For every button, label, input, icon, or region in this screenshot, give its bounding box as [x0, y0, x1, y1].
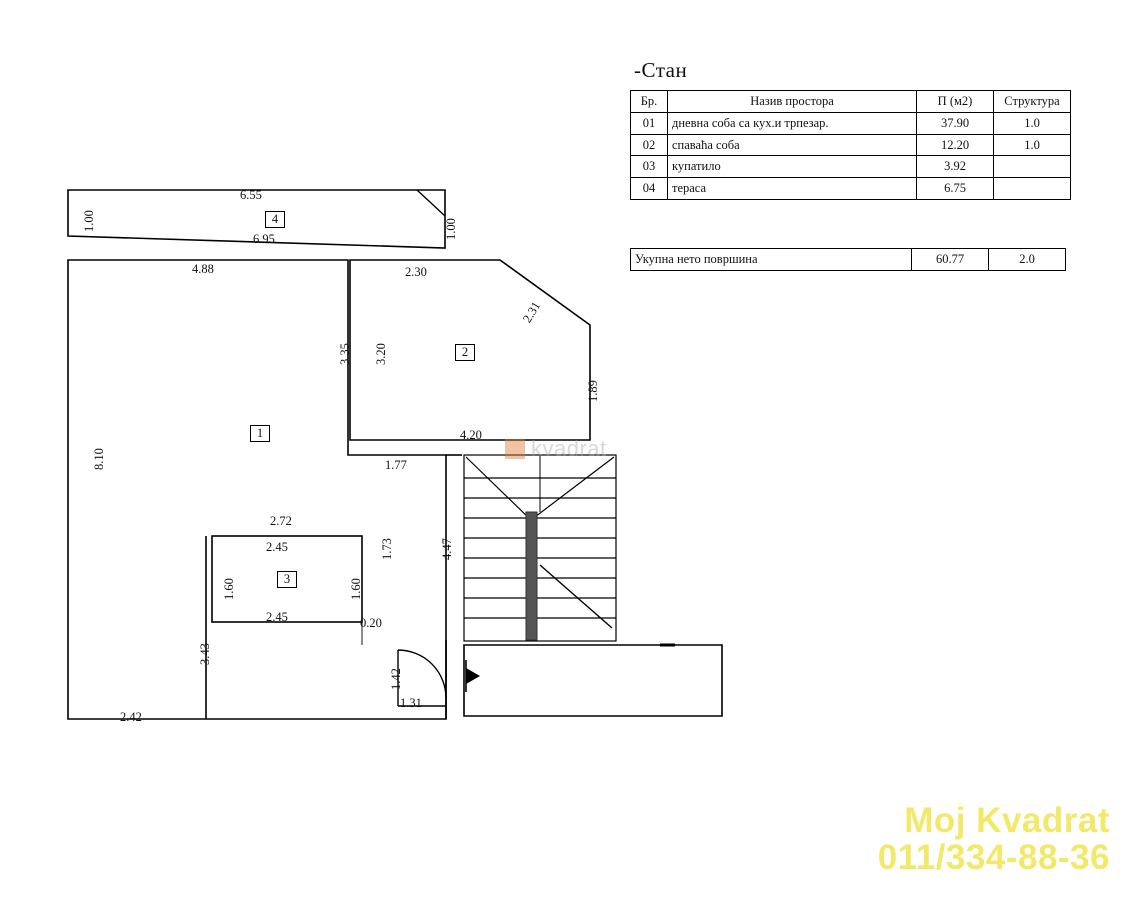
dim-3-43: 3.43 — [198, 643, 212, 665]
watermark-text: kvadrat — [531, 436, 607, 461]
table-title: -Стан — [634, 58, 688, 82]
cell-number: 02 — [631, 134, 668, 156]
brand-phone: 011/334-88-36 — [877, 837, 1110, 877]
cell-name: тераса — [668, 178, 917, 200]
cell-area: 12.20 — [917, 134, 994, 156]
cell-name: купатило — [668, 156, 917, 178]
dim-2-31: 2.31 — [520, 299, 544, 326]
dim-2-45-top: 2.45 — [266, 540, 288, 554]
dim-2-45-bottom: 2.45 — [266, 610, 288, 624]
room-number-2: 2 — [455, 344, 475, 361]
cell-structure: 1.0 — [994, 112, 1071, 134]
dim-4-88: 4.88 — [192, 262, 214, 276]
dim-1-77: 1.77 — [385, 458, 407, 472]
dim-2-42: 2.42 — [120, 710, 142, 724]
dim-1-89: 1.89 — [586, 380, 600, 402]
dim-4-47: 4.47 — [440, 538, 454, 560]
dim-1-42: 1.42 — [389, 668, 403, 690]
living-room-outline — [68, 260, 446, 719]
room-number-1: 1 — [250, 425, 270, 442]
cell-area: 37.90 — [917, 112, 994, 134]
header-number: Бр. — [631, 91, 668, 113]
brand-block — [878, 802, 1110, 876]
staircase — [464, 455, 616, 641]
cell-name: дневна соба са кух.и трпезар. — [668, 112, 917, 134]
kvadrat-logo-icon — [505, 439, 525, 459]
dim-1-00-left: 1.00 — [82, 210, 96, 232]
dim-1-60-right: 1.60 — [349, 578, 363, 600]
header-structure: Структура — [994, 91, 1071, 113]
dim-1-00-right: 1.00 — [444, 218, 458, 240]
room-number-4: 4 — [265, 211, 285, 228]
cell-name: спаваћа соба — [668, 134, 917, 156]
door-arrow — [466, 660, 480, 692]
watermark — [505, 436, 607, 462]
dim-6-55: 6.55 — [240, 188, 262, 202]
cell-number: 01 — [631, 112, 668, 134]
terrace-corner — [417, 190, 445, 216]
cell-structure: 1.0 — [994, 134, 1071, 156]
total-label: Укупна нето површина — [631, 249, 912, 271]
header-name: Назив простора — [668, 91, 917, 113]
dim-1-60-left: 1.60 — [222, 578, 236, 600]
dim-0-20: 0.20 — [360, 616, 382, 630]
dim-2-72: 2.72 — [270, 514, 292, 528]
room-number-3: 3 — [277, 571, 297, 588]
dim-1-73: 1.73 — [380, 538, 394, 560]
cell-area: 3.92 — [917, 156, 994, 178]
brand-name: Moj Kvadrat — [904, 800, 1110, 840]
dim-2-30: 2.30 — [405, 265, 427, 279]
dim-1-31: 1.31 — [400, 696, 422, 710]
total-structure: 2.0 — [989, 249, 1066, 271]
cell-area: 6.75 — [917, 178, 994, 200]
dim-3-35: 3.35 — [338, 343, 352, 365]
dim-6-95: 6.95 — [253, 232, 275, 246]
dim-4-20: 4.20 — [460, 428, 482, 442]
cell-number: 04 — [631, 178, 668, 200]
cell-number: 03 — [631, 156, 668, 178]
dim-3-20: 3.20 — [374, 343, 388, 365]
hallway-outline — [464, 645, 722, 716]
dimension-ticks — [206, 536, 362, 719]
total-area: 60.77 — [912, 249, 989, 271]
header-area: П (м2) — [917, 91, 994, 113]
dim-8-10: 8.10 — [92, 448, 106, 470]
